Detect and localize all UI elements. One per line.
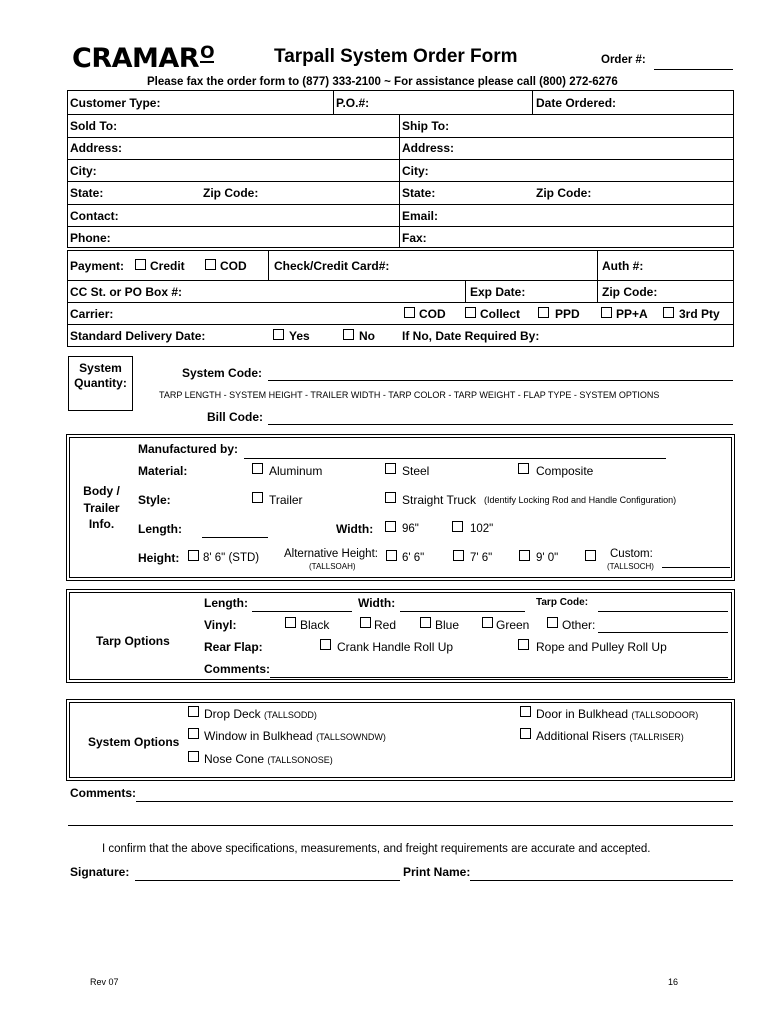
- height-66-checkbox[interactable]: [386, 550, 397, 561]
- delivery-no-label: No: [359, 329, 375, 343]
- width-96-label: 96": [402, 523, 419, 535]
- confirmation-statement: I confirm that the above specifications, measurements, and freight requirements are accurate and accepted.: [102, 843, 651, 855]
- rope-checkbox[interactable]: [518, 639, 529, 650]
- other-color-checkbox[interactable]: [547, 617, 558, 628]
- rear-flap-label: Rear Flap:: [204, 640, 263, 654]
- body-length-field[interactable]: [202, 537, 268, 538]
- tarp-comments-field[interactable]: [270, 677, 728, 678]
- aluminum-checkbox[interactable]: [252, 463, 263, 474]
- print-name-label: Print Name:: [403, 865, 471, 879]
- delivery-yes-label: Yes: [289, 329, 310, 343]
- height-std-label: 8' 6" (STD): [203, 552, 260, 564]
- blue-label: Blue: [435, 618, 460, 632]
- ppd-checkbox[interactable]: [538, 307, 549, 318]
- red-checkbox[interactable]: [360, 617, 371, 628]
- cod-payment-checkbox[interactable]: [205, 259, 216, 270]
- sold-zip-label: Zip Code:: [203, 186, 259, 200]
- body-height-label: Height:: [138, 551, 180, 565]
- cc-zip-label: Zip Code:: [602, 285, 658, 299]
- revision-label: Rev 07: [90, 977, 119, 987]
- credit-label: Credit: [150, 259, 185, 273]
- body-side-label-3: Info.: [88, 517, 115, 531]
- straight-truck-checkbox[interactable]: [385, 492, 396, 503]
- comments-field[interactable]: [136, 801, 733, 802]
- height-66-label: 6' 6": [402, 552, 425, 564]
- steel-checkbox[interactable]: [385, 463, 396, 474]
- system-code-label: System Code:: [182, 366, 263, 380]
- fax-instructions: Please fax the order form to (877) 333-2100 ~ For assistance please call (800) 272-6276: [147, 76, 618, 88]
- std-delivery-label: Standard Delivery Date:: [70, 329, 206, 343]
- window-option: Window in Bulkhead (TALLSOWNDW): [204, 729, 386, 743]
- system-code-field[interactable]: [268, 380, 733, 381]
- green-checkbox[interactable]: [482, 617, 493, 628]
- collect-label: Collect: [480, 307, 521, 321]
- tarp-width-field[interactable]: [400, 611, 525, 612]
- ppa-label: PP+A: [616, 307, 648, 321]
- width-102-checkbox[interactable]: [452, 521, 463, 532]
- height-76-checkbox[interactable]: [453, 550, 464, 561]
- door-option: Door in Bulkhead (TALLSODOOR): [536, 707, 699, 721]
- blue-checkbox[interactable]: [420, 617, 431, 628]
- order-number-field[interactable]: [654, 69, 733, 70]
- system-quantity-label-1: System: [79, 361, 122, 375]
- form-title: Tarpall System Order Form: [274, 46, 518, 67]
- trailer-checkbox[interactable]: [252, 492, 263, 503]
- body-side-label-2: Trailer: [83, 501, 120, 515]
- comments-label: Comments:: [70, 786, 137, 800]
- customer-type-label: Customer Type:: [70, 96, 161, 110]
- page-number: 16: [668, 977, 679, 987]
- red-label: Red: [374, 618, 397, 632]
- body-length-label: Length:: [138, 522, 182, 536]
- body-side-label-1: Body /: [83, 484, 120, 498]
- ship-address-label: Address:: [402, 141, 455, 155]
- contact-label: Contact:: [70, 209, 119, 223]
- email-label: Email:: [402, 209, 439, 223]
- fax-label: Fax:: [402, 231, 427, 245]
- tarp-code-label: Tarp Code:: [536, 597, 589, 608]
- phone-label: Phone:: [70, 231, 111, 245]
- credit-checkbox[interactable]: [135, 259, 146, 270]
- comments-field-2[interactable]: [68, 825, 733, 826]
- bill-code-label: Bill Code:: [207, 410, 263, 424]
- manufactured-by-field[interactable]: [244, 458, 666, 459]
- manufactured-by-label: Manufactured by:: [138, 442, 239, 456]
- exp-date-label: Exp Date:: [470, 285, 526, 299]
- straight-truck-note: (Identify Locking Rod and Handle Configuration): [484, 495, 677, 505]
- cc-box-label: CC St. or PO Box #:: [70, 285, 183, 299]
- body-width-label: Width:: [336, 522, 374, 536]
- third-party-checkbox[interactable]: [663, 307, 674, 318]
- date-ordered-label: Date Ordered:: [536, 96, 617, 110]
- risers-checkbox[interactable]: [520, 728, 531, 739]
- drop-deck-checkbox[interactable]: [188, 706, 199, 717]
- composite-label: Composite: [536, 464, 594, 478]
- other-color-field[interactable]: [598, 632, 728, 633]
- straight-truck-label: Straight Truck: [402, 493, 477, 507]
- crank-label: Crank Handle Roll Up: [337, 640, 454, 654]
- material-label: Material:: [138, 464, 188, 478]
- black-checkbox[interactable]: [285, 617, 296, 628]
- ppa-checkbox[interactable]: [601, 307, 612, 318]
- vinyl-label: Vinyl:: [204, 618, 237, 632]
- alt-height-label: Alternative Height:: [284, 548, 378, 560]
- rope-label: Rope and Pulley Roll Up: [536, 640, 667, 654]
- width-96-checkbox[interactable]: [385, 521, 396, 532]
- height-90-checkbox[interactable]: [519, 550, 530, 561]
- ship-state-label: State:: [402, 186, 436, 200]
- tarp-comments-label: Comments:: [204, 662, 271, 676]
- print-name-field[interactable]: [470, 880, 733, 881]
- ship-zip-label: Zip Code:: [536, 186, 592, 200]
- custom-height-checkbox[interactable]: [585, 550, 596, 561]
- aluminum-label: Aluminum: [269, 464, 323, 478]
- system-code-description: TARP LENGTH - SYSTEM HEIGHT - TRAILER WIDTH - TARP COLOR - TARP WEIGHT - FLAP TYPE - SYSTEM OPTIONS: [159, 390, 660, 400]
- cramaro-logo: CRAMARO: [72, 43, 215, 74]
- width-102-label: 102": [470, 523, 494, 535]
- sold-to-label: Sold To:: [70, 119, 118, 133]
- ppd-label: PPD: [555, 307, 580, 321]
- nose-cone-option: Nose Cone (TALLSONOSE): [204, 752, 333, 766]
- composite-checkbox[interactable]: [518, 463, 529, 474]
- custom-height-field[interactable]: [662, 567, 730, 568]
- height-std-checkbox[interactable]: [188, 550, 199, 561]
- auth-label: Auth #:: [602, 259, 644, 273]
- trailer-label: Trailer: [269, 493, 303, 507]
- tarp-length-label: Length:: [204, 596, 248, 610]
- ship-city-label: City:: [402, 164, 429, 178]
- tarp-options-label: Tarp Options: [96, 634, 170, 648]
- alt-height-code: (TALLSOAH): [309, 562, 356, 571]
- height-76-label: 7' 6": [470, 552, 493, 564]
- carrier-cod-label: COD: [419, 307, 446, 321]
- bill-code-field[interactable]: [268, 424, 733, 425]
- door-checkbox[interactable]: [520, 706, 531, 717]
- signature-label: Signature:: [70, 865, 130, 879]
- window-checkbox[interactable]: [188, 728, 199, 739]
- check-card-label: Check/Credit Card#:: [274, 259, 390, 273]
- style-label: Style:: [138, 493, 171, 507]
- crank-checkbox[interactable]: [320, 639, 331, 650]
- other-color-label: Other:: [562, 618, 596, 632]
- delivery-no-checkbox[interactable]: [343, 329, 354, 340]
- collect-checkbox[interactable]: [465, 307, 476, 318]
- sold-city-label: City:: [70, 164, 97, 178]
- system-options-label: System Options: [88, 735, 180, 749]
- steel-label: Steel: [402, 464, 430, 478]
- date-required-label: If No, Date Required By:: [402, 329, 540, 343]
- tarp-width-label: Width:: [358, 596, 396, 610]
- system-quantity-label-2: Quantity:: [74, 376, 127, 390]
- risers-option: Additional Risers (TALLRISER): [536, 729, 684, 743]
- nose-cone-checkbox[interactable]: [188, 751, 199, 762]
- sold-address-label: Address:: [70, 141, 123, 155]
- carrier-cod-checkbox[interactable]: [404, 307, 415, 318]
- tarp-length-field[interactable]: [252, 611, 352, 612]
- carrier-label: Carrier:: [70, 307, 114, 321]
- cod-payment-label: COD: [220, 259, 247, 273]
- payment-label: Payment:: [70, 259, 125, 273]
- po-label: P.O.#:: [336, 96, 370, 110]
- tarp-code-field[interactable]: [598, 611, 728, 612]
- black-label: Black: [300, 618, 330, 632]
- drop-deck-option: Drop Deck (TALLSODD): [204, 707, 317, 721]
- custom-height-label: Custom:: [610, 548, 653, 560]
- signature-field[interactable]: [135, 880, 400, 881]
- green-label: Green: [496, 618, 530, 632]
- height-90-label: 9' 0": [536, 552, 559, 564]
- custom-height-code: (TALLSOCH): [607, 562, 654, 571]
- order-number-label: Order #:: [601, 54, 646, 66]
- sold-state-label: State:: [70, 186, 104, 200]
- third-party-label: 3rd Pty: [679, 307, 720, 321]
- delivery-yes-checkbox[interactable]: [273, 329, 284, 340]
- ship-to-label: Ship To:: [402, 119, 450, 133]
